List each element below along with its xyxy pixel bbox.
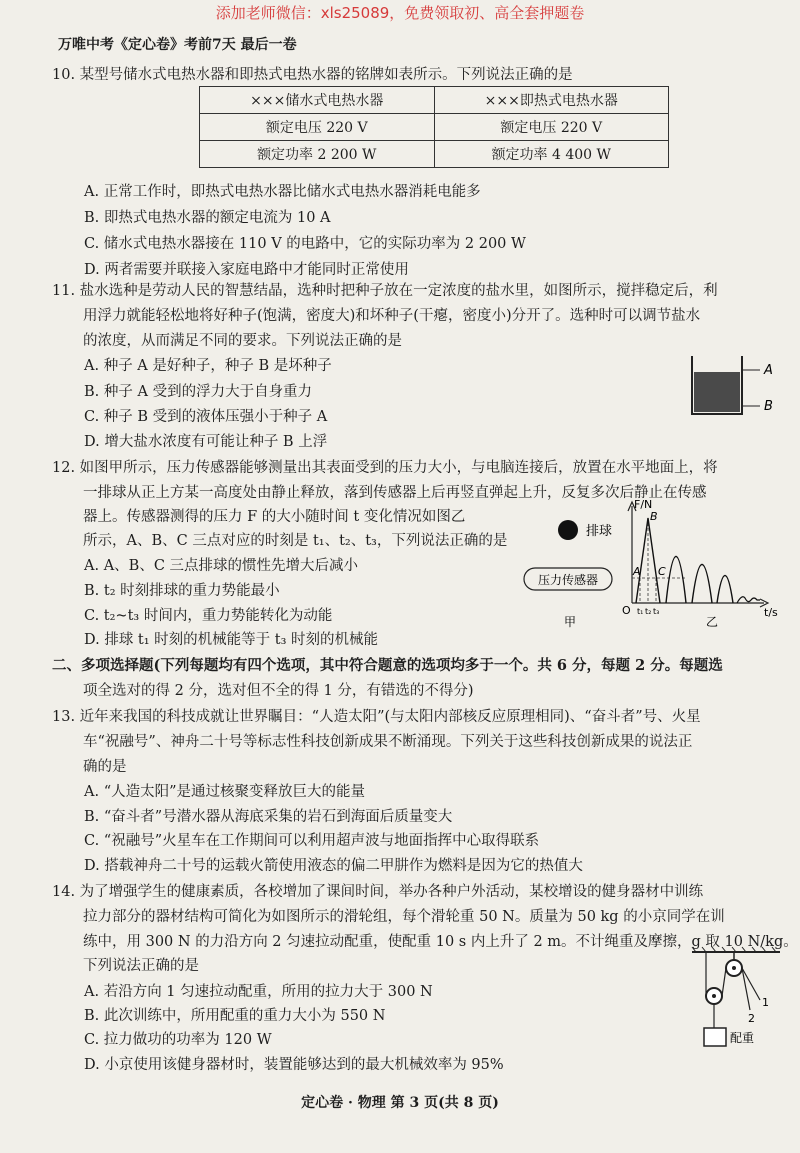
point-b-label: B: [650, 510, 658, 523]
q14-stem-line: 14. 为了增强学生的健康素质，各校增加了课间时间，举办各种户外活动，某校增设的健身器材中训练: [52, 884, 704, 900]
force-damped-tail: [737, 597, 760, 603]
sensor-label: 压力传感器: [537, 573, 599, 587]
table-header-cell: ×××即热式电热水器: [434, 87, 669, 114]
ball-label: 排球: [586, 524, 613, 539]
table-cell: 额定电压 220 V: [200, 114, 435, 141]
direction-1-label: 1: [762, 996, 769, 1009]
q13-stem-line: 确的是: [83, 759, 127, 775]
table-cell: 额定功率 2 200 W: [200, 141, 435, 168]
table-row: [200, 114, 669, 141]
q13-stem-line: 车“祝融号”、神舟二十号等标志性科技创新成果不断涌现。下列关于这些科技创新成果的说法正: [83, 734, 693, 750]
fixed-pulley-hub: [732, 966, 736, 970]
tick-t3-label: t₃: [653, 607, 660, 616]
page-footer: 定心卷 · 物理 第 3 页(共 8 页): [301, 1095, 499, 1111]
force-pulse-3: [692, 565, 712, 604]
q11-stem-line: 的浓度，从而满足不同的要求。下列说法正确的是: [83, 333, 402, 349]
q13-stem-line: 13. 近年来我国的科技成就让世界瞩目：“人造太阳”(与太阳内部核反应原理相同)、“奋斗者”号、火星: [52, 709, 701, 725]
q11-option-c: C. 种子 B 受到的液体压强小于种子 A: [84, 409, 328, 425]
q14-stem-line: 下列说法正确的是: [83, 958, 199, 974]
q14-option-c: C. 拉力做功的功率为 120 W: [84, 1032, 272, 1048]
seed-a-label: A: [764, 363, 773, 378]
q12-figure: [516, 498, 786, 633]
q10-option-c: C. 储水式电热水器接在 110 V 的电路中，它的实际功率为 2 200 W: [84, 236, 526, 252]
q14-option-b: B. 此次训练中，所用配重的重力大小为 550 N: [84, 1008, 386, 1024]
q12-stem-line: 12. 如图甲所示，压力传感器能够测量出其表面受到的压力大小，与电脑连接后，放置在水平地面上，将: [52, 460, 718, 476]
table-row: [200, 87, 669, 114]
table-row: [200, 141, 669, 168]
section-2-heading: 二、多项选择题(下列每题均有四个选项，其中符合题意的选项均多于一个。共 6 分，每题 2 分。每题选: [52, 657, 723, 674]
tick-t2-label: t₂: [645, 607, 652, 616]
pulley-figure: [688, 946, 784, 1052]
x-axis-label: t/s: [764, 606, 778, 619]
beaker-figure: [686, 350, 786, 420]
counterweight-label: 配重: [730, 1031, 755, 1045]
q10-option-d: D. 两者需要并联接入家庭电路中才能同时正常使用: [84, 262, 409, 278]
point-a-label: A: [633, 565, 641, 578]
q12-option-c: C. t₂~t₃ 时间内，重力势能转化为动能: [84, 608, 333, 624]
section-2-note: 项全选对的得 2 分，选对但不全的得 1 分，有错选的不得分): [83, 683, 474, 699]
q10-stem: 10. 某型号储水式电热水器和即热式电热水器的铭牌如表所示。下列说法正确的是: [52, 67, 573, 83]
caption-right: 乙: [706, 615, 719, 629]
q10-option-a: A. 正常工作时，即热式电热水器比储水式电热水器消耗电能多: [84, 184, 481, 200]
q11-option-d: D. 增大盐水浓度有可能让种子 B 上浮: [84, 434, 328, 450]
tick-t1-label: t₁: [637, 607, 644, 616]
q12-stem-line: 一排球从正上方某一高度处由静止释放，落到传感器上后再竖直弹起上升，反复多次后静止在传感: [83, 485, 707, 501]
q13-option-c: C. “祝融号”火星车在工作期间可以利用超声波与地面指挥中心取得联系: [84, 833, 540, 849]
y-axis-label: F/N: [634, 498, 653, 511]
q14-stem-line: 拉力部分的器材结构可简化为如图所示的滑轮组，每个滑轮重 50 N。质量为 50 kg 的小京同学在训: [83, 909, 725, 925]
q13-option-a: A. “人造太阳”是通过核聚变释放巨大的能量: [84, 784, 366, 800]
force-pulse-4: [717, 576, 733, 604]
q12-option-a: A. A、B、C 三点排球的惯性先增大后减小: [84, 558, 359, 574]
q14-option-d: D. 小京使用该健身器材时，装置能够达到的最大机械效率为 95%: [84, 1057, 504, 1073]
counterweight-block: [704, 1028, 726, 1046]
force-pulse-2: [666, 557, 686, 604]
volleyball-icon: [558, 520, 578, 540]
q14-option-a: A. 若沿方向 1 匀速拉动配重，所用的拉力大于 300 N: [84, 984, 433, 1000]
seed-b-label: B: [764, 399, 773, 414]
table-cell: 额定电压 220 V: [434, 114, 669, 141]
q13-option-d: D. 搭载神舟二十号的运载火箭使用液态的偏二甲肼作为燃料是因为它的热值大: [84, 858, 583, 874]
q10-option-b: B. 即热式电热水器的额定电流为 10 A: [84, 210, 331, 226]
saltwater-region: [694, 372, 740, 412]
direction-2-label: 2: [748, 1012, 755, 1025]
q11-option-b: B. 种子 A 受到的浮力大于自身重力: [84, 384, 313, 400]
q11-stem-line: 11. 盐水选种是劳动人民的智慧结晶，选种时把种子放在一定浓度的盐水里，如图所示，搅拌稳定后，利: [52, 283, 718, 299]
q13-option-b: B. “奋斗者”号潜水器从海底采集的岩石到海面后质量变大: [84, 809, 453, 825]
rope-segment: [722, 968, 726, 996]
q14-stem-line: 练中，用 300 N 的力沿方向 2 匀速拉动配重，使配重 10 s 内上升了 2 m。不计绳重及摩擦，g 取 10 N/kg。: [83, 934, 798, 950]
table-cell: 额定功率 4 400 W: [434, 141, 669, 168]
q11-option-a: A. 种子 A 是好种子，种子 B 是坏种子: [84, 358, 332, 374]
q12-stem-line: 所示，A、B、C 三点对应的时刻是 t₁、t₂、t₃，下列说法正确的是: [83, 533, 508, 549]
caption-left: 甲: [564, 615, 577, 629]
movable-pulley-hub: [712, 994, 716, 998]
q11-stem-line: 用浮力就能轻松地将好种子(饱满，密度大)和坏种子(干瘪，密度小)分开了。选种时可以调节盐水: [83, 308, 701, 324]
origin-label: O: [622, 604, 631, 617]
page-header: 万唯中考《定心卷》考前7天 最后一卷: [58, 37, 297, 53]
q12-option-d: D. 排球 t₁ 时刻的机械能等于 t₃ 时刻的机械能: [84, 632, 379, 648]
point-c-label: C: [658, 565, 666, 578]
q12-option-b: B. t₂ 时刻排球的重力势能最小: [84, 583, 280, 599]
nameplate-table: [199, 86, 669, 168]
q12-stem-line: 器上。传感器测得的压力 F 的大小随时间 t 变化情况如图乙: [83, 509, 466, 525]
watermark-text: 添加老师微信：xls25089，免费领取初、高全套押题卷: [215, 4, 585, 22]
table-header-cell: ×××储水式电热水器: [200, 87, 435, 114]
